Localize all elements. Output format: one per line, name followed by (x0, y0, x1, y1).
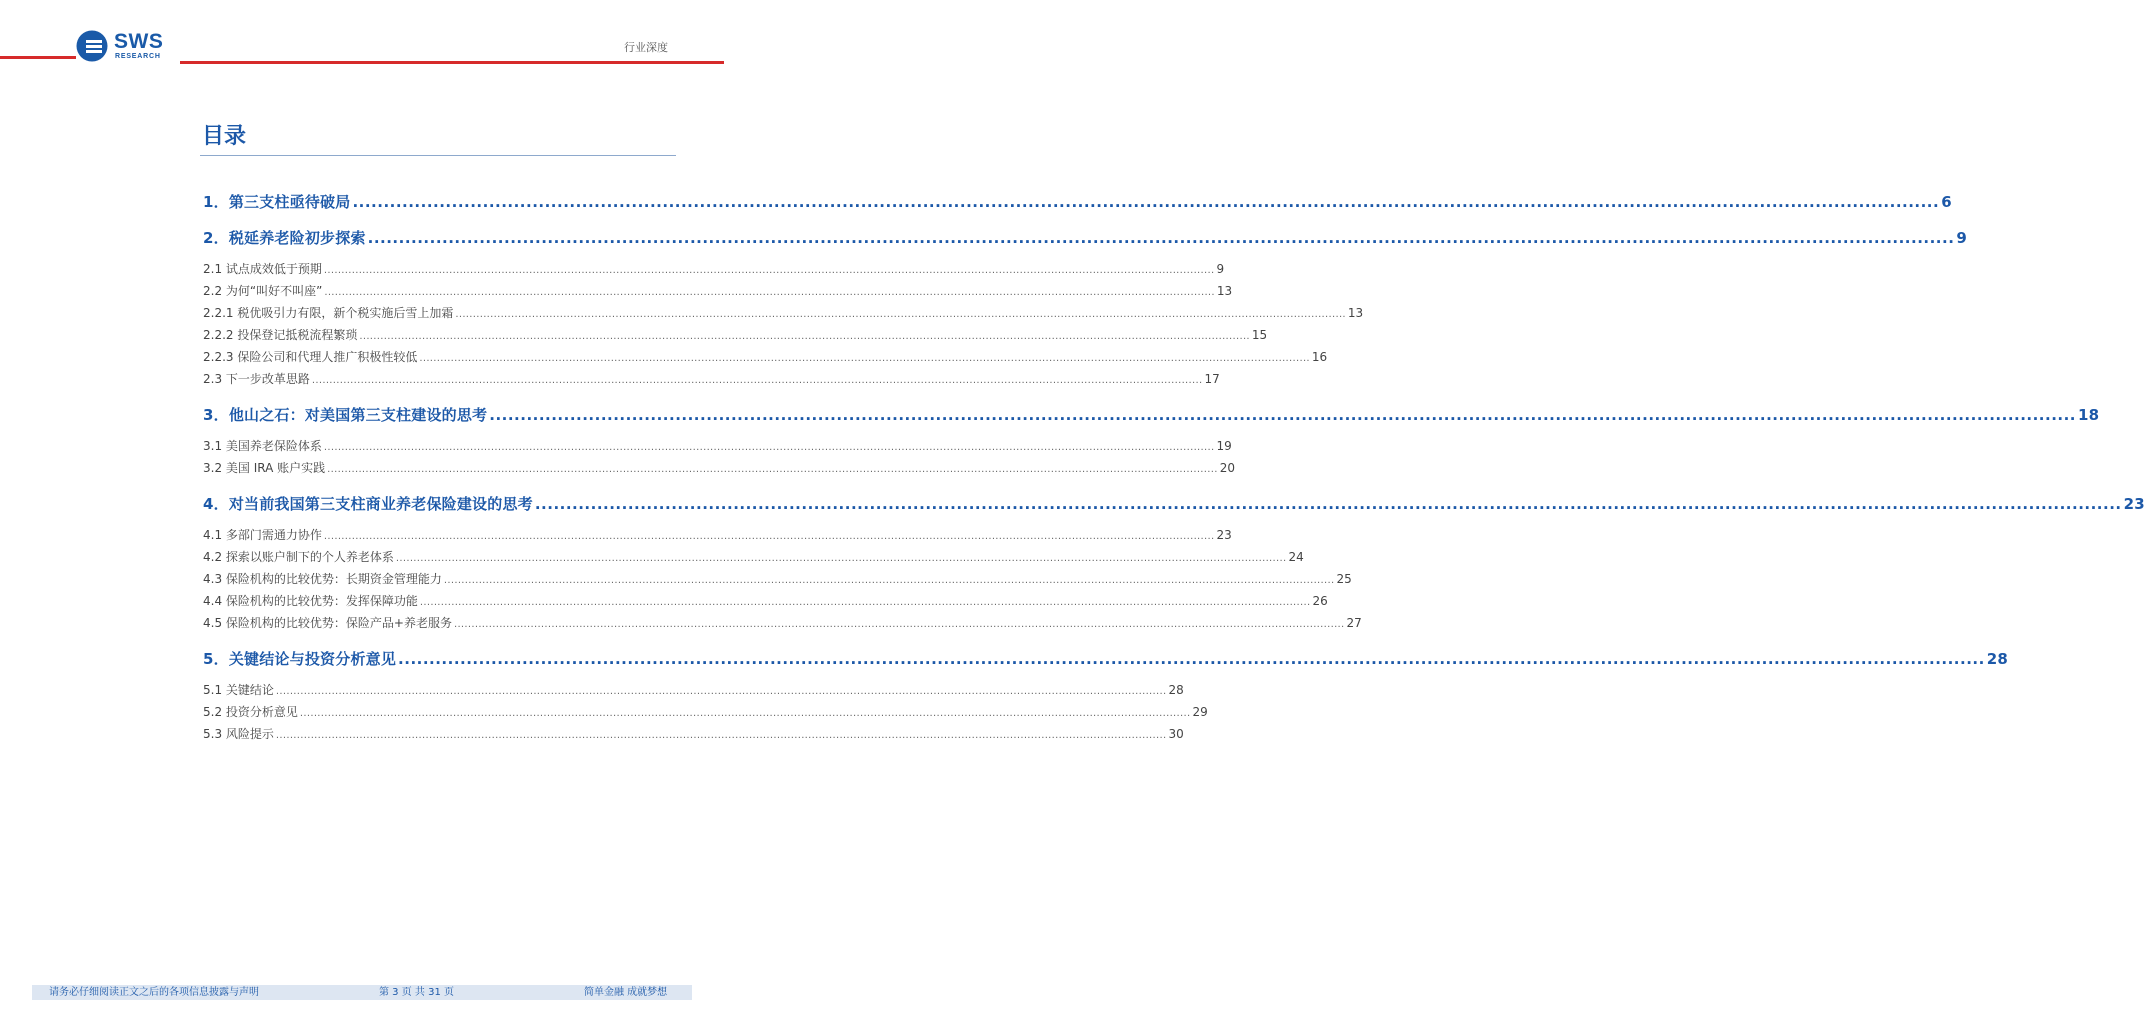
toc-page-number: 17 (1204, 372, 1220, 386)
toc-dot-leader: ................................................................................................................................................................................................................................................................ (453, 619, 1345, 630)
toc-subsection-entry[interactable] (203, 524, 1232, 546)
toc-page-number: 29 (1192, 705, 1208, 719)
logo-text: SWS (114, 30, 164, 53)
toc-page-number: 23 (2123, 495, 2145, 513)
header-rule-left (0, 56, 76, 59)
toc-page-number: 9 (1956, 229, 1968, 247)
toc-title: 目录 (202, 124, 247, 149)
toc-dot-leader: ................................................................................................................................................................................................................................................................ (299, 708, 1191, 719)
toc-dot-leader: ................................................................................................................................................................................................................................................................ (323, 265, 1215, 276)
toc-subsection-entry[interactable] (203, 368, 1220, 390)
toc-subsection-entry[interactable] (203, 457, 1235, 479)
toc-section-entry[interactable] (203, 191, 1952, 213)
logo-subtext: RESEARCH (115, 53, 161, 60)
toc-page-number: 28 (1168, 683, 1184, 697)
report-category: 行业深度 (624, 41, 668, 54)
toc-subsection-entry[interactable] (203, 701, 1208, 723)
toc-subsection-entry[interactable] (203, 280, 1233, 302)
toc-section-entry[interactable] (203, 404, 2100, 426)
toc-list (203, 191, 2145, 745)
toc-dot-leader: ................................................................................................................................................................................................................................................................ (419, 353, 1310, 364)
toc-dot-leader: ................................................................................................................................................................................................................................................................ (323, 442, 1215, 453)
toc-page-number: 24 (1288, 550, 1304, 564)
toc-subsection-entry[interactable] (203, 679, 1184, 701)
toc-section-entry[interactable] (203, 648, 2009, 670)
toc-dot-leader: ................................................................................................................................................................................................................................................................ (352, 193, 1940, 211)
toc-section-entry[interactable] (203, 227, 1968, 249)
toc-page-number: 28 (1986, 650, 2009, 668)
toc-dot-leader: ................................................................................................................................................................................................................................................................ (327, 464, 1218, 475)
toc-page-number: 30 (1168, 727, 1184, 741)
toc-subsection-entry[interactable] (203, 723, 1184, 745)
sws-logo-icon (76, 30, 108, 62)
toc-dot-leader: ................................................................................................................................................................................................................................................................ (324, 287, 1215, 298)
toc-entry-label: 5.2 投资分析意见 (203, 705, 298, 719)
toc-entry-label: 4.5 保险机构的比较优势：保险产品+养老服务 (203, 616, 452, 630)
toc-dot-leader: ................................................................................................................................................................................................................................................................ (367, 229, 1955, 247)
toc-dot-leader: ................................................................................................................................................................................................................................................................ (534, 495, 2122, 513)
toc-dot-leader: ................................................................................................................................................................................................................................................................ (275, 686, 1167, 697)
toc-page-number: 13 (1216, 284, 1233, 298)
toc-subsection-entry[interactable] (203, 302, 1364, 324)
toc-subsection-entry[interactable] (203, 590, 1328, 612)
toc-dot-leader: ................................................................................................................................................................................................................................................................ (359, 331, 1250, 342)
toc-entry-label: 2.2.3 保险公司和代理人推广积极性较低 (203, 350, 418, 364)
toc-dot-leader: ................................................................................................................................................................................................................................................................ (489, 406, 2076, 424)
toc-entry-label: 4．对当前我国第三支柱商业养老保险建设的思考 (203, 495, 533, 513)
toc-page-number: 19 (1216, 439, 1232, 453)
toc-entry-label: 4.3 保险机构的比较优势：长期资金管理能力 (203, 572, 442, 586)
toc-subsection-entry[interactable] (203, 568, 1352, 590)
toc-page-number: 18 (2078, 406, 2100, 424)
toc-entry-label: 4.4 保险机构的比较优势：发挥保障功能 (203, 594, 418, 608)
toc-subsection-entry[interactable] (203, 612, 1362, 634)
toc-entry-label: 5.1 关键结论 (203, 683, 274, 697)
toc-entry-label: 2.2.1 税优吸引力有限，新个税实施后雪上加霜 (203, 306, 454, 320)
toc-entry-label: 3．他山之石：对美国第三支柱建设的思考 (203, 406, 488, 424)
toc-page-number: 6 (1941, 193, 1952, 211)
toc-page-number: 23 (1216, 528, 1232, 542)
footer-disclaimer: 请务必仔细阅读正文之后的各项信息披露与声明 (49, 987, 259, 998)
toc-page-number: 9 (1216, 262, 1225, 276)
toc-subsection-entry[interactable] (203, 435, 1232, 457)
toc-dot-leader: ................................................................................................................................................................................................................................................................ (311, 375, 1203, 386)
toc-entry-label: 2.2 为何“叫好不叫座” (203, 284, 323, 298)
toc-entry-label: 3.1 美国养老保险体系 (203, 439, 322, 453)
footer-page-info: 第 3 页 共 31 页 (379, 987, 454, 998)
toc-entry-label: 4.1 多部门需通力协作 (203, 528, 322, 542)
toc-page-number: 15 (1251, 328, 1268, 342)
toc-subsection-entry[interactable] (203, 346, 1328, 368)
toc-divider (200, 155, 676, 156)
toc-entry-label: 1．第三支柱亟待破局 (203, 193, 351, 211)
footer-brand: 简单金融 成就梦想 (584, 987, 668, 998)
toc-entry-label: 5．关键结论与投资分析意见 (203, 650, 397, 668)
toc-dot-leader: ................................................................................................................................................................................................................................................................ (455, 309, 1346, 320)
toc-dot-leader: ................................................................................................................................................................................................................................................................ (395, 553, 1287, 564)
toc-entry-label: 2.2.2 投保登记抵税流程繁琐 (203, 328, 358, 342)
toc-page-number: 20 (1219, 461, 1235, 475)
toc-subsection-entry[interactable] (203, 324, 1268, 346)
toc-page-number: 27 (1346, 616, 1362, 630)
toc-entry-label: 4.2 探索以账户制下的个人养老体系 (203, 550, 394, 564)
toc-page-number: 13 (1347, 306, 1364, 320)
header-rule-right (180, 61, 724, 64)
toc-dot-leader: ................................................................................................................................................................................................................................................................ (275, 730, 1167, 741)
toc-subsection-entry[interactable] (203, 546, 1304, 568)
toc-entry-label: 5.3 风险提示 (203, 727, 274, 741)
toc-section-entry[interactable] (203, 493, 2145, 515)
toc-dot-leader: ................................................................................................................................................................................................................................................................ (443, 575, 1335, 586)
toc-entry-label: 3.2 美国 IRA 账户实践 (203, 461, 326, 475)
toc-subsection-entry[interactable] (203, 258, 1225, 280)
toc-page-number: 26 (1312, 594, 1328, 608)
toc-entry-label: 2.1 试点成效低于预期 (203, 262, 322, 276)
toc-dot-leader: ................................................................................................................................................................................................................................................................ (419, 597, 1311, 608)
toc-entry-label: 2．税延养老险初步探索 (203, 229, 366, 247)
toc-page-number: 25 (1336, 572, 1352, 586)
toc-dot-leader: ................................................................................................................................................................................................................................................................ (398, 650, 1985, 668)
toc-entry-label: 2.3 下一步改革思路 (203, 372, 310, 386)
toc-page-number: 16 (1311, 350, 1328, 364)
toc-dot-leader: ................................................................................................................................................................................................................................................................ (323, 531, 1215, 542)
